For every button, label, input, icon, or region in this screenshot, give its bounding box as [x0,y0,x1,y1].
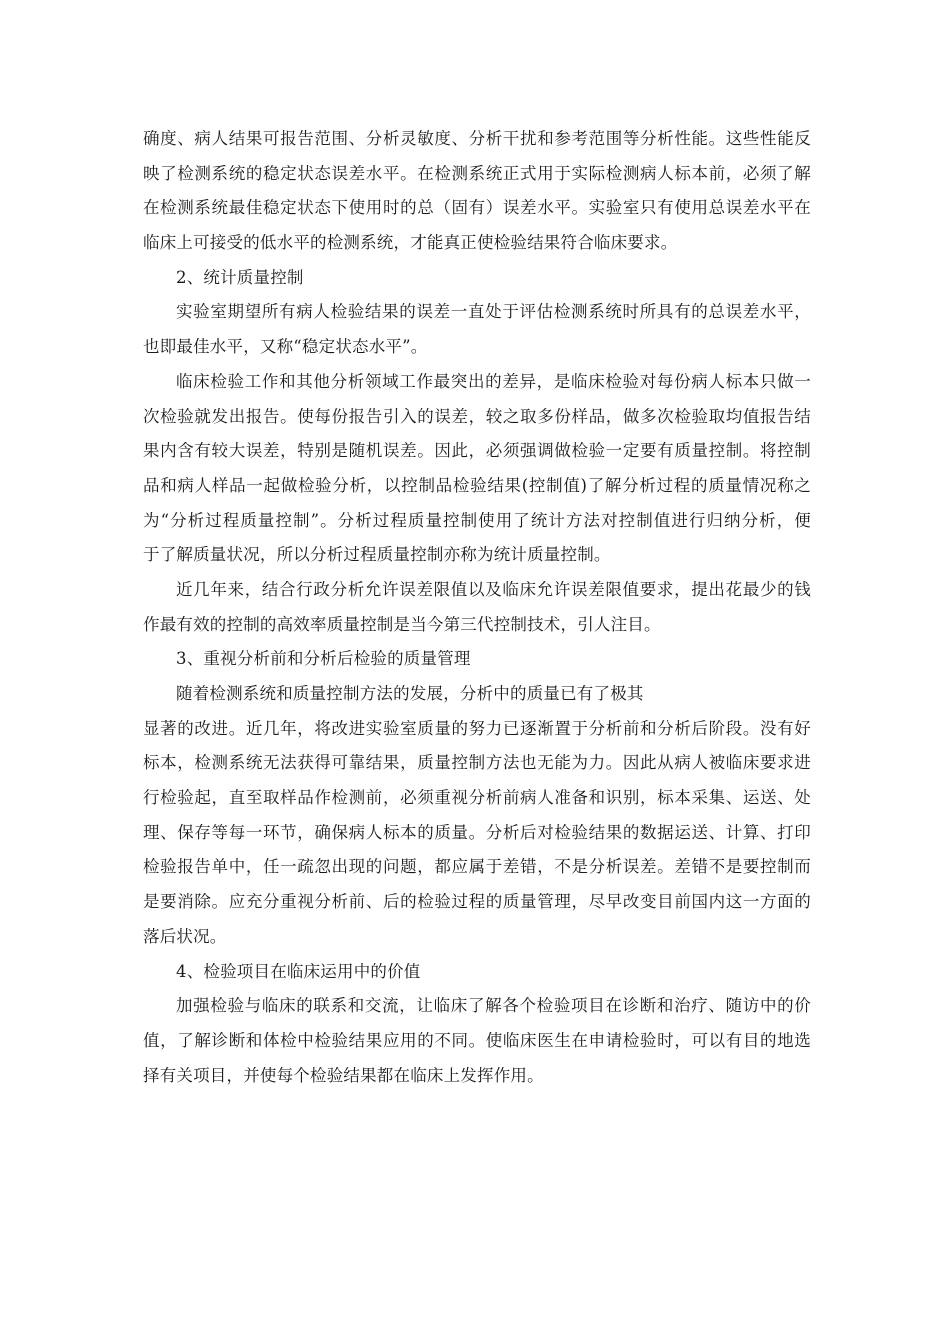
text-line: 检验报告单中，任一疏忽出现的问题，都应属于差错，不是分析误差。差错不是要控制而 [143,857,811,877]
text-line: 于了解质量状况，所以分析过程质量控制亦称为统计质量控制。 [143,545,611,565]
text-line: 为“分析过程质量控制”。分析过程质量控制使用了统计方法对控制值进行归纳分析，便 [143,510,811,530]
text-line: 理、保存等每一环节，确保病人标本的质量。分析后对检验结果的数据运送、计算、打印 [143,822,811,842]
text-line: 是要消除。应充分重视分析前、后的检验过程的质量管理，尽早改变目前国内这一方面的 [143,892,811,912]
text-line: 随着检测系统和质量控制方法的发展，分析中的质量已有了极其 [176,684,644,703]
text-line: 确度、病人结果可报告范围、分析灵敏度、分析干扰和参考范围等分析性能。这些性能反 [143,129,811,148]
section-heading: 4、检验项目在临床运用中的价值 [176,961,421,981]
text-line: 落后状况。 [143,926,227,946]
text-line: 作最有效的控制的高效率质量控制是当今第三代控制技术，引人注目。 [143,614,661,634]
text-line: 显著的改进。近几年，将改进实验室质量的努力已逐渐置于分析前和分析后阶段。没有好 [143,718,811,738]
text-line: 标本，检测系统无法获得可靠结果，质量控制方法也无能为力。因此从病人被临床要求进 [143,753,811,773]
text-line: 临床上可接受的低水平的检测系统，才能真正使检验结果符合临床要求。 [143,233,678,253]
text-line: 值，了解诊断和体检中检验结果应用的不同。使临床医生在申请检验时，可以有目的地选 [143,1030,811,1050]
document-body [143,122,811,1093]
text-line: 果内含有较大误差，特别是随机误差。因此，必须强调做检验一定要有质量控制。将控制 [143,441,811,461]
text-line: 临床检验工作和其他分析领域工作最突出的差异，是临床检验对每份病人标本只做一 [176,371,811,391]
text-line: 在检测系统最佳稳定状态下使用时的总（固有）误差水平。实验室只有使用总误差水平在 [143,198,811,218]
text-line: 实验室期望所有病人检验结果的误差一直处于评估检测系统时所具有的总误差水平， [176,302,811,322]
text-line: 加强检验与临床的联系和交流，让临床了解各个检验项目在诊断和治疗、随访中的价 [176,996,811,1016]
section-heading: 3、重视分析前和分析后检验的质量管理 [176,649,471,669]
text-line: 品和病人样品一起做检验分析，以控制品检验结果(控制值)了解分析过程的质量情况称之 [143,475,811,495]
text-line: 择有关项目，并使每个检验结果都在临床上发挥作用。 [143,1065,544,1085]
text-line: 次检验就发出报告。使每份报告引入的误差，较之取多份样品，做多次检验取均值报告结 [143,406,811,426]
text-line: 也即最佳水平，又称“稳定状态水平”。 [143,337,428,357]
text-line: 行检验起，直至取样品作检测前，必须重视分析前病人准备和识别，标本采集、运送、处 [143,788,811,808]
section-heading: 2、统计质量控制 [176,267,304,287]
text-line: 近几年来，结合行政分析允许误差限值以及临床允许误差限值要求，提出花最少的钱 [176,579,811,599]
text-line: 映了检测系统的稳定状态误差水平。在检测系统正式用于实际检测病人标本前，必须了解 [143,163,811,183]
